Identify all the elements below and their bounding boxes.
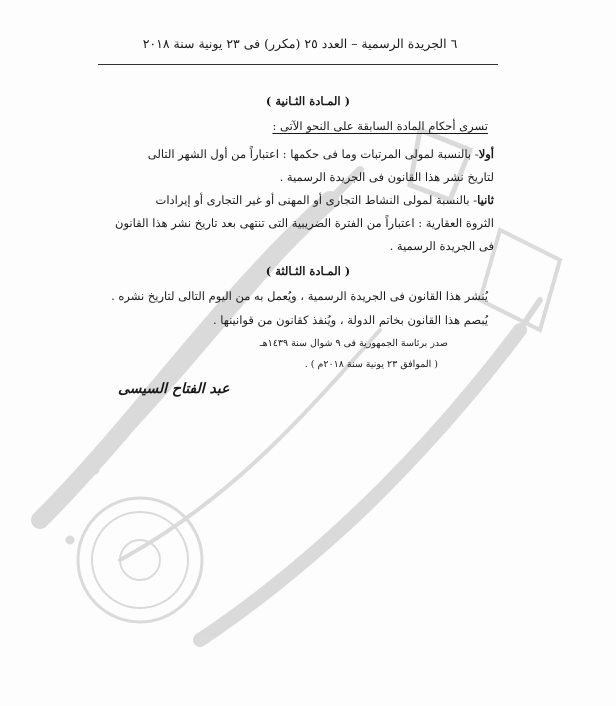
watermark-seal-core bbox=[120, 540, 160, 580]
article-2-title: ( المـادة الثـانية ) bbox=[265, 94, 351, 108]
signature-name: عبد الفتاح السيسى bbox=[118, 381, 230, 397]
article-3-title: ( المـادة الثـالثة ) bbox=[265, 264, 351, 278]
watermark-seal-outer bbox=[78, 498, 202, 622]
article-3-line-2: يُبصم هذا القانون بخاتم الدولة ، ويُنفذ كقانون من قوانينها . bbox=[212, 313, 488, 327]
article-2-item-2 bbox=[156, 192, 494, 208]
item-label-first: أولا bbox=[478, 147, 494, 161]
issuance-date-gregorian: ( الموافق ٢٣ يونية سنة ٢٠١٨م ) . bbox=[304, 359, 438, 370]
article-2-item-1-cont: لتاريخ نشر هذا القانون فى الجريدة الرسمية . bbox=[279, 170, 494, 184]
watermark-swoosh bbox=[40, 200, 330, 520]
watermark-swoosh bbox=[200, 330, 520, 640]
article-2-intro: تسرى أحكام المادة السابقة على النحو الآتى : bbox=[272, 119, 488, 133]
item-label-second: ثانيا bbox=[477, 193, 494, 207]
article-2-item-1 bbox=[148, 146, 494, 162]
article-3-line-1: يُنشر هذا القانون فى الجريدة الرسمية ، ويُعمل به من اليوم التالى لتاريخ نشره . bbox=[111, 289, 488, 303]
page-header: ٦ الجريدة الرسمية – العدد ٢٥ (مكرر) فى ٢٣ يونية سنة ٢٠١٨ bbox=[142, 36, 458, 51]
header-rule bbox=[98, 64, 498, 65]
item-text: - بالنسبة لمولى النشاط التجارى أو المهنى أو غير التجارى أو إيرادات bbox=[155, 193, 478, 207]
item-text: - بالنسبة لمولى المرتبات وما فى حكمها : اعتباراً من أول الشهر التالى bbox=[147, 147, 479, 161]
watermark-seal-inner bbox=[92, 512, 188, 608]
article-2-item-2-cont: فى الجريدة الرسمية . bbox=[389, 239, 494, 253]
watermark-emblem bbox=[410, 130, 470, 200]
article-2-item-2-cont: الثروة العقارية : اعتباراً من الفترة الضريبية التى تنتهى بعد تاريخ نشر هذا القانون bbox=[115, 216, 494, 230]
issuance-date-hijri: صدر برئاسة الجمهورية فى ٩ شوال سنة ١٤٣٩هـ bbox=[259, 338, 448, 349]
